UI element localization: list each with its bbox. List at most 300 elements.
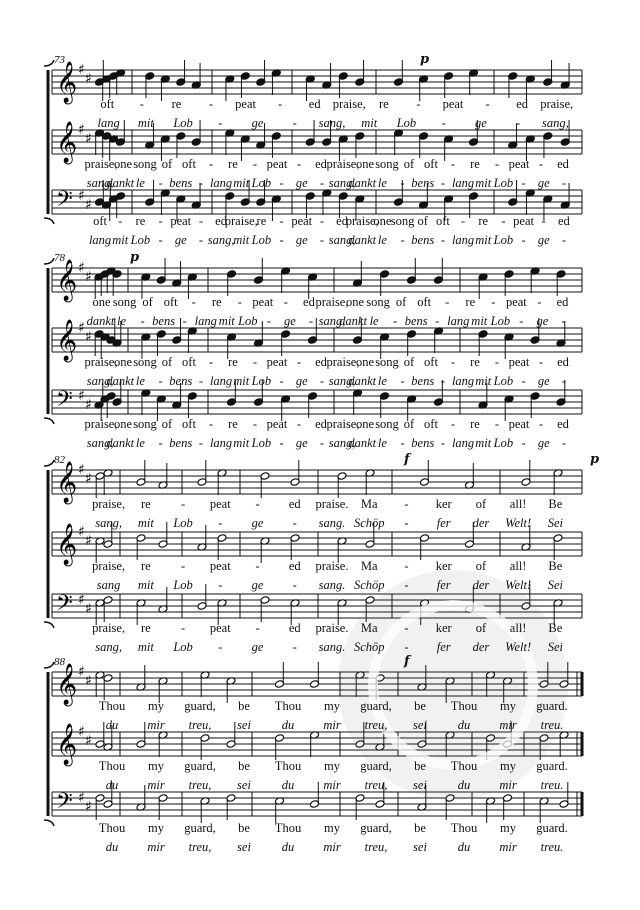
lyric-alto-german: treu.	[540, 778, 564, 792]
lyric-soprano-german: lang	[97, 116, 120, 130]
lyric-alto-english: oft	[424, 157, 438, 171]
lyric-alto-german: -	[319, 176, 324, 190]
lyric-alto-english: my	[148, 759, 164, 773]
lyric-soprano-german: -	[218, 116, 223, 130]
bracket-hook-bottom	[44, 218, 54, 224]
lyric-bass-german: -	[404, 640, 409, 654]
lyric-bass-german: -	[218, 640, 223, 654]
treble-clef-icon: 𝄞	[56, 724, 78, 765]
lyric-soprano-english: song	[112, 295, 137, 309]
lyric-alto-english: -	[255, 559, 260, 573]
lyric-bass-english: -	[460, 214, 466, 228]
lyric-soprano-german: -	[519, 314, 524, 328]
lyric-bass-english: Ma	[360, 621, 378, 635]
lyric-soprano-english: -	[485, 97, 490, 111]
lyric-soprano-german: lang	[194, 314, 217, 328]
lyric-alto-english: praise,	[92, 559, 126, 573]
lyric-soprano-english: be	[238, 699, 250, 713]
lyric-soprano-german: ge	[284, 314, 296, 328]
lyric-soprano-english: peat	[442, 97, 464, 111]
bracket-hook-top	[44, 60, 54, 66]
lyric-soprano-english: ed	[556, 295, 569, 309]
lyric-alto-english: -	[538, 355, 544, 369]
lyric-bass-german: bens	[411, 436, 435, 450]
lyric-alto-german: Lob	[493, 176, 514, 190]
lyric-alto-german: mit	[233, 176, 250, 190]
lyric-bass-english: Be	[548, 621, 563, 635]
lyric-soprano-german: -	[561, 314, 566, 328]
lyric-alto-german: sei	[237, 778, 251, 792]
lyric-alto-english: ed	[315, 157, 327, 171]
sharp-icon: ♯	[85, 733, 92, 749]
sharp-icon: ♯	[78, 260, 85, 276]
lyric-bass-german: -	[561, 436, 566, 450]
lyric-alto-german: Schöp	[353, 578, 385, 592]
treble-clef-icon: 𝄞	[56, 260, 78, 301]
lyric-soprano-english: of	[142, 295, 153, 309]
lyric-bass-german: bens	[169, 436, 193, 450]
lyric-soprano-german: bens	[152, 314, 176, 328]
treble-clef-icon: 𝄞	[56, 664, 78, 705]
lyric-alto-english: -	[296, 157, 302, 171]
measure-number: 88	[54, 656, 65, 668]
lyric-alto-english: Thou	[274, 759, 302, 773]
lyric-bass-german: sei	[237, 840, 251, 854]
sharp-icon: ♯	[78, 462, 85, 478]
lyric-bass-english: praise,	[92, 621, 126, 635]
lyric-bass-english: re	[470, 417, 480, 431]
lyric-alto-german: lang	[451, 176, 475, 190]
lyric-bass-english: song	[390, 214, 415, 228]
lyric-bass-english: one	[113, 417, 133, 431]
lyric-bass-german: lang	[209, 436, 233, 450]
lyric-soprano-english: ker	[435, 497, 452, 511]
lyric-soprano-english: -	[237, 295, 242, 309]
lyric-alto-german: -	[400, 176, 405, 190]
lyric-soprano-english: ed	[516, 97, 529, 111]
lyric-bass-german: -	[440, 233, 445, 247]
lyric-alto-english: of	[403, 157, 415, 171]
lyric-alto-english: song	[133, 355, 157, 369]
lyric-alto-german: -	[561, 374, 566, 388]
lyric-alto-english: song	[133, 157, 157, 171]
lyric-bass-german: treu.	[540, 840, 564, 854]
lyric-bass-english: of	[475, 621, 487, 635]
lyric-bass-german: le	[377, 436, 387, 450]
dynamic-marking: f	[404, 654, 410, 669]
lyric-alto-german: -	[404, 578, 409, 592]
lyric-alto-german: -	[198, 176, 203, 190]
lyric-soprano-english: Thou	[274, 699, 302, 713]
sharp-icon: ♯	[85, 71, 92, 87]
lyric-bass-german: -	[400, 436, 405, 450]
lyric-alto-german: le	[135, 176, 145, 190]
lyric-bass-german: ge	[295, 233, 308, 247]
lyric-soprano-english: -	[537, 295, 542, 309]
lyric-soprano-german: treu,	[364, 718, 388, 732]
lyric-bass-german: sang,	[328, 233, 356, 247]
lyric-alto-german: sang,	[86, 374, 114, 388]
lyric-bass-german: lang	[451, 233, 475, 247]
lyric-soprano-german: sang,	[318, 314, 346, 328]
lyric-alto-english: one	[113, 355, 133, 369]
lyric-bass-english: praise,	[224, 214, 258, 228]
lyric-bass-english: my	[324, 821, 340, 835]
lyric-bass-english: of	[161, 417, 173, 431]
sharp-icon: ♯	[78, 664, 85, 680]
lyric-soprano-german: sang,	[95, 516, 122, 530]
lyric-bass-english: re	[256, 214, 267, 228]
lyric-alto-english: song	[375, 355, 399, 369]
lyric-soprano-english: praise,	[332, 97, 366, 111]
lyric-soprano-german: -	[218, 516, 223, 530]
sharp-icon: ♯	[85, 397, 92, 413]
lyric-bass-german: du	[105, 840, 119, 854]
lyric-bass-german: sang.	[318, 640, 346, 654]
measure-number: 78	[54, 252, 65, 264]
sharp-icon: ♯	[78, 524, 85, 540]
lyric-soprano-german: bens	[404, 314, 428, 328]
sharp-icon: ♯	[85, 673, 92, 689]
lyric-bass-german: -	[292, 640, 297, 654]
lyric-alto-german: -	[440, 374, 445, 388]
sharp-icon: ♯	[78, 62, 85, 78]
lyric-bass-german: Sei	[547, 640, 564, 654]
lyric-soprano-english: Be	[548, 497, 563, 511]
lyric-soprano-german: du	[457, 718, 471, 732]
lyric-bass-german: mit	[137, 640, 154, 654]
lyric-bass-english: -	[494, 417, 500, 431]
lyric-alto-english: oft	[182, 157, 196, 171]
lyric-alto-english: Ma	[360, 559, 378, 573]
lyric-bass-english: re	[478, 214, 489, 228]
bracket-hook-bottom	[44, 622, 54, 628]
lyric-soprano-german: sei	[413, 718, 427, 732]
lyric-alto-english: ker	[435, 559, 452, 573]
lyric-alto-german: -	[292, 578, 297, 592]
lyric-soprano-german: -	[292, 516, 297, 530]
treble-clef-icon: 𝄞	[56, 462, 78, 503]
lyric-bass-german: mit	[475, 436, 492, 450]
lyric-alto-german: -	[521, 374, 526, 388]
lyric-soprano-german: mit	[218, 314, 235, 328]
lyric-alto-german: sang,	[328, 374, 356, 388]
lyric-bass-german: treu,	[188, 840, 212, 854]
lyric-alto-german: le	[135, 374, 145, 388]
lyric-alto-english: praise,	[326, 355, 360, 369]
lyric-bass-english: -	[118, 214, 123, 228]
bass-clef-icon: 𝄢	[56, 387, 73, 417]
bracket-hook-bottom	[44, 820, 54, 826]
lyric-bass-english: ker	[435, 621, 452, 635]
lyric-soprano-english: -	[416, 97, 421, 111]
lyric-soprano-german: mit	[471, 314, 488, 328]
lyric-alto-german: du	[281, 778, 295, 792]
lyric-alto-german: le	[377, 176, 387, 190]
bracket-hook-top	[44, 460, 54, 466]
lyric-bass-english: ed	[215, 214, 227, 228]
lyric-soprano-german: sei	[237, 718, 251, 732]
lyric-bass-english: ed	[558, 214, 570, 228]
lyric-alto-german: Welt!	[505, 578, 532, 592]
lyric-soprano-german: Lob	[173, 116, 193, 130]
lyric-alto-english: -	[450, 157, 456, 171]
lyric-bass-german: Lob	[130, 233, 151, 247]
lyric-alto-english: ed	[557, 355, 569, 369]
lyric-bass-german: der	[472, 640, 490, 654]
lyric-alto-english: oft	[182, 355, 196, 369]
lyric-alto-german: Lob	[251, 374, 272, 388]
lyric-alto-english: one	[355, 355, 375, 369]
lyric-alto-english: -	[404, 559, 409, 573]
lyric-bass-english: -	[541, 214, 546, 228]
lyric-alto-german: -	[158, 176, 163, 190]
lyric-alto-english: one	[113, 157, 133, 171]
lyric-alto-german: -	[279, 176, 284, 190]
lyric-alto-english: be	[238, 759, 250, 773]
lyric-alto-german: dankt	[106, 374, 135, 388]
lyric-alto-german: lang	[209, 176, 233, 190]
lyric-soprano-german: fer	[436, 516, 451, 530]
lyric-bass-german: mit	[112, 233, 129, 247]
lyric-bass-english: guard.	[536, 821, 568, 835]
lyric-soprano-english: of	[395, 295, 407, 309]
lyric-soprano-english: my	[148, 699, 164, 713]
lyric-bass-german: le	[377, 233, 387, 247]
treble-clef-icon: 𝄞	[56, 524, 78, 565]
lyric-soprano-german: -	[140, 314, 145, 328]
lyric-soprano-german: der	[472, 516, 490, 530]
lyric-bass-english: be	[414, 821, 426, 835]
lyric-alto-english: -	[208, 157, 214, 171]
lyric-alto-english: of	[403, 355, 415, 369]
lyric-alto-english: my	[500, 759, 516, 773]
lyric-bass-german: ge	[295, 436, 308, 450]
lyric-bass-english: praise,	[345, 214, 379, 228]
lyric-soprano-english: ed	[288, 497, 301, 511]
lyric-soprano-german: treu,	[188, 718, 212, 732]
lyric-soprano-english: -	[404, 497, 409, 511]
lyric-alto-german: -	[279, 374, 284, 388]
lyric-bass-english: peat	[170, 214, 192, 228]
lyric-alto-german: sang,	[328, 176, 356, 190]
lyric-soprano-german: -	[404, 516, 409, 530]
dynamic-marking: p	[130, 250, 140, 265]
lyric-soprano-german: dankt	[339, 314, 367, 328]
lyric-soprano-english: -	[445, 295, 450, 309]
lyric-bass-german: sang,	[95, 640, 122, 654]
lyric-soprano-english: -	[191, 295, 196, 309]
lyric-soprano-german: ge	[536, 314, 549, 328]
lyric-alto-german: -	[218, 578, 223, 592]
lyric-bass-german: Lob	[493, 436, 514, 450]
lyric-soprano-german: -	[516, 116, 521, 130]
lyric-soprano-german: -	[441, 116, 446, 130]
lyric-bass-german: le	[135, 436, 145, 450]
lyric-alto-german: mit	[475, 176, 492, 190]
lyric-bass-german: dankt	[106, 436, 135, 450]
lyric-alto-english: one	[355, 157, 375, 171]
lyric-soprano-german: treu.	[540, 718, 564, 732]
lyric-alto-german: Lob	[493, 374, 514, 388]
lyric-bass-english: song	[133, 417, 157, 431]
lyric-bass-english: all!	[509, 621, 527, 635]
sharp-icon: ♯	[78, 790, 85, 806]
lyric-bass-german: Lob	[251, 436, 272, 450]
measure-number: 73	[54, 54, 65, 66]
lyric-bass-german: ge	[251, 640, 264, 654]
lyric-bass-german: mir	[147, 840, 165, 854]
lyric-bass-german: sang,	[86, 436, 114, 450]
lyric-bass-english: praise,	[326, 417, 360, 431]
lyric-soprano-english: praise,	[315, 295, 349, 309]
lyric-soprano-german: ge	[251, 516, 264, 530]
lyric-soprano-english: -	[180, 497, 186, 511]
lyric-bass-german: -	[158, 436, 163, 450]
lyric-alto-english: of	[475, 559, 487, 573]
lyric-soprano-german: sang.	[318, 516, 346, 530]
lyric-alto-english: peat	[266, 157, 288, 171]
lyric-bass-english: ed	[315, 417, 327, 431]
lyric-alto-english: -	[252, 355, 258, 369]
treble-clef-icon: 𝄞	[56, 122, 78, 163]
lyric-soprano-english: oft	[163, 295, 178, 309]
lyric-alto-german: -	[561, 176, 566, 190]
lyric-bass-german: du	[457, 840, 471, 854]
lyric-bass-english: Thou	[274, 821, 302, 835]
lyric-bass-english: -	[208, 417, 214, 431]
lyric-alto-german: bens	[169, 176, 193, 190]
lyric-alto-english: of	[161, 157, 173, 171]
lyric-soprano-german: mit	[361, 116, 378, 130]
lyric-bass-german: mit	[475, 233, 492, 247]
sharp-icon: ♯	[85, 131, 92, 147]
lyric-soprano-german: le	[369, 314, 379, 328]
lyric-alto-german: du	[457, 778, 471, 792]
lyric-alto-english: guard.	[536, 759, 568, 773]
lyric-bass-english: oft	[435, 214, 450, 228]
lyric-alto-english: -	[538, 157, 544, 171]
lyric-alto-english: oft	[424, 355, 438, 369]
lyric-alto-german: sang,	[86, 176, 114, 190]
lyric-alto-english: song	[375, 157, 399, 171]
lyric-bass-german: Welt!	[505, 640, 532, 654]
lyric-bass-english: -	[255, 621, 260, 635]
lyric-alto-german: bens	[411, 176, 435, 190]
lyric-alto-english: Be	[548, 559, 563, 573]
lyric-soprano-english: praise,	[92, 497, 126, 511]
lyric-alto-german: le	[377, 374, 387, 388]
lyric-alto-german: Lob	[251, 176, 272, 190]
sharp-icon: ♯	[78, 188, 85, 204]
lyric-soprano-german: -	[435, 314, 440, 328]
lyric-soprano-english: praise.	[315, 497, 349, 511]
lyric-soprano-german: mit	[137, 116, 154, 130]
lyric-alto-german: ge	[537, 374, 550, 388]
lyric-bass-german: Lob	[173, 640, 193, 654]
lyric-alto-german: ge	[295, 374, 308, 388]
lyric-alto-english: peat	[209, 559, 231, 573]
sharp-icon: ♯	[85, 471, 92, 487]
lyric-bass-german: dankt	[348, 233, 377, 247]
lyric-bass-english: -	[538, 417, 544, 431]
lyric-alto-english: re	[228, 355, 238, 369]
lyric-bass-german: fer	[436, 640, 451, 654]
lyric-bass-english: Thou	[450, 821, 478, 835]
lyric-alto-german: treu,	[188, 778, 212, 792]
lyric-bass-german: -	[521, 436, 526, 450]
lyric-alto-german: dankt	[348, 176, 377, 190]
lyric-soprano-english: re	[211, 295, 222, 309]
lyric-alto-english: be	[414, 759, 426, 773]
lyric-alto-english: re	[140, 559, 151, 573]
lyric-bass-english: Thou	[98, 821, 126, 835]
lyric-bass-german: Lob	[251, 233, 272, 247]
lyric-bass-english: oft	[93, 214, 108, 228]
lyric-bass-german: lang	[88, 233, 112, 247]
lyric-alto-english: peat	[266, 355, 288, 369]
lyric-soprano-english: -	[255, 497, 260, 511]
lyric-bass-english: -	[450, 417, 456, 431]
lyric-alto-german: sang	[96, 578, 121, 592]
lyric-alto-german: -	[198, 374, 203, 388]
lyric-alto-english: of	[161, 355, 173, 369]
lyric-bass-english: my	[500, 821, 516, 835]
lyric-bass-german: -	[561, 233, 566, 247]
lyric-soprano-german: -	[308, 314, 314, 328]
lyric-alto-english: praise,	[84, 355, 118, 369]
lyric-bass-english: my	[148, 821, 164, 835]
lyric-alto-english: -	[450, 355, 456, 369]
lyric-soprano-german: Schöp	[353, 516, 385, 530]
lyric-bass-english: ed	[288, 621, 301, 635]
lyric-bass-english: peat	[291, 214, 313, 228]
lyric-bass-german: -	[319, 233, 324, 247]
lyric-alto-german: sang.	[318, 578, 346, 592]
lyric-soprano-english: song	[366, 295, 390, 309]
lyric-soprano-english: peat	[235, 97, 256, 111]
lyric-soprano-german: ge	[475, 116, 487, 130]
lyric-bass-english: oft	[424, 417, 438, 431]
sharp-icon: ♯	[78, 320, 85, 336]
lyric-soprano-german: -	[393, 314, 398, 328]
lyric-alto-english: re	[470, 355, 480, 369]
lyric-bass-english: oft	[182, 417, 196, 431]
lyric-bass-english: peat	[513, 214, 534, 228]
lyric-soprano-german: du	[281, 718, 295, 732]
lyric-alto-german: mit	[137, 578, 154, 592]
lyric-alto-english: praise,	[326, 157, 360, 171]
treble-clef-icon: 𝄞	[56, 320, 78, 361]
lyric-alto-english: guard,	[360, 759, 392, 773]
lyric-soprano-german: mit	[137, 516, 154, 530]
lyric-alto-english: -	[494, 157, 500, 171]
lyric-soprano-english: Thou	[450, 699, 478, 713]
lyric-bass-german: -	[279, 233, 284, 247]
lyric-bass-german: sei	[413, 840, 427, 854]
lyric-alto-english: peat	[508, 355, 530, 369]
lyric-bass-english: -	[296, 417, 302, 431]
lyric-soprano-german: le	[117, 314, 127, 328]
lyric-soprano-english: oft	[417, 295, 432, 309]
lyric-bass-english: praise.	[315, 621, 349, 635]
lyric-bass-german: bens	[411, 233, 435, 247]
lyric-soprano-german: -	[266, 314, 271, 328]
bass-clef-icon: 𝄢	[56, 591, 73, 621]
lyric-alto-english: ed	[557, 157, 569, 171]
lyric-alto-english: peat	[508, 157, 530, 171]
bass-clef-icon: 𝄢	[56, 187, 73, 217]
